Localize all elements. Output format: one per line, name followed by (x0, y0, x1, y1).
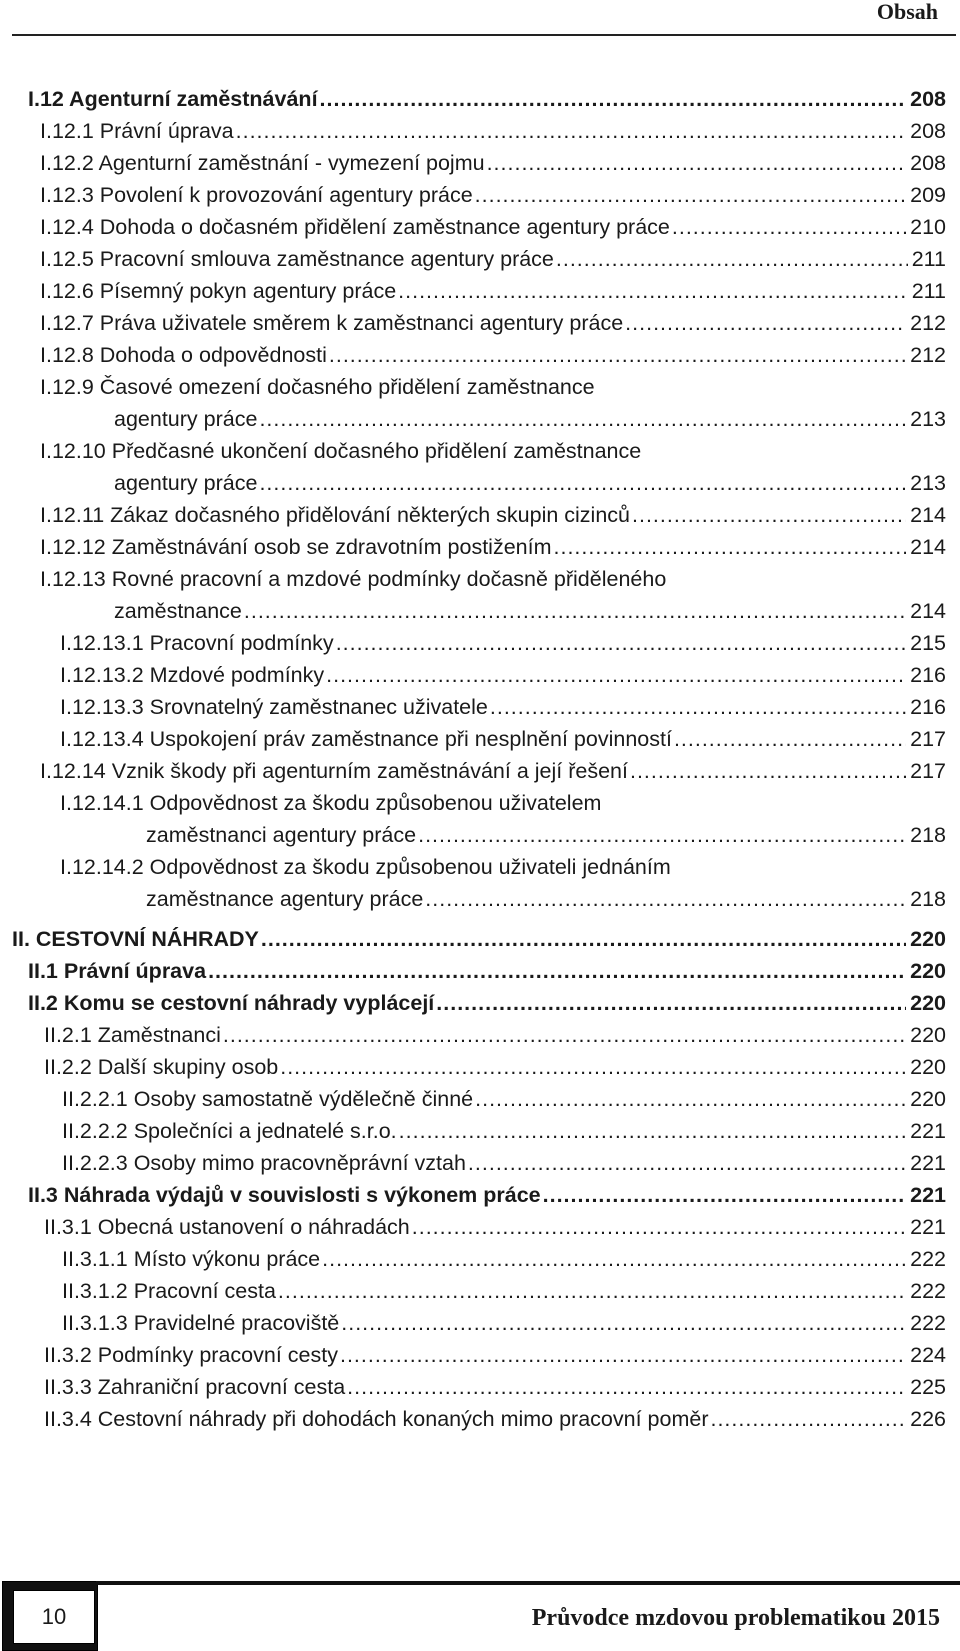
toc-leader-dots (630, 756, 906, 786)
toc-entry-page: 208 (910, 151, 946, 175)
toc-entry-page: 217 (910, 759, 946, 783)
toc-entry[interactable] (44, 1212, 946, 1242)
toc-entry-label: II.2.2.2 Společníci a jednatelé s.r.o. (62, 1119, 397, 1143)
toc-entry[interactable] (62, 1276, 946, 1306)
toc-leader-dots (412, 1212, 906, 1242)
toc-entry-label-line1: I.12.10 Předčasné ukončení dočasného přidělení zaměstnance (40, 439, 642, 463)
toc-leader-dots (322, 1244, 906, 1274)
toc-entry-page: 221 (910, 1215, 946, 1239)
toc-leader-dots (632, 500, 906, 530)
toc-entry-label-cont: zaměstnanci agentury práce (146, 823, 417, 847)
toc-entry-page: 210 (910, 215, 946, 239)
header-rule (12, 34, 956, 36)
toc-entry-label: II.2.2.3 Osoby mimo pracovněprávní vztah (62, 1151, 466, 1175)
toc-entry-label-cont: zaměstnance agentury práce (146, 887, 424, 911)
page-number-box (2, 1581, 98, 1651)
toc-entry-label: II.3.1.1 Místo výkonu práce (62, 1247, 321, 1271)
toc-entry-label: II.3.1.2 Pracovní cesta (62, 1279, 276, 1303)
toc-leader-dots (556, 244, 908, 274)
toc-leader-dots (436, 988, 906, 1018)
toc-entry[interactable] (62, 1148, 946, 1178)
toc-leader-dots (320, 84, 907, 114)
toc-entry-label: II.1 Právní úprava (28, 959, 207, 983)
toc-entry-label-line1: I.12.14.1 Odpovědnost za škodu způsobenou uživatelem (60, 791, 602, 815)
toc-leader-dots (278, 1276, 906, 1306)
page-number-inner (13, 1590, 95, 1644)
toc-leader-dots (674, 724, 906, 754)
toc-entry[interactable] (28, 84, 946, 114)
toc-entry-page: 211 (911, 247, 946, 271)
toc-entry-page: 220 (910, 1087, 946, 1111)
toc-entry-page: 211 (911, 279, 946, 303)
toc-leader-dots (329, 340, 906, 370)
toc-entry-label: I.12.1 Právní úprava (40, 119, 234, 143)
toc-leader-dots (543, 1180, 906, 1210)
toc-entry-label: II.2 Komu se cestovní náhrady vyplácejí (28, 991, 435, 1015)
toc-leader-dots (399, 1116, 906, 1146)
toc-entry-page: 213 (910, 471, 946, 495)
toc-entry-label: II.2.1 Zaměstnanci (44, 1023, 221, 1047)
toc-entry[interactable] (62, 1116, 946, 1146)
toc-entry-page: 218 (910, 823, 946, 847)
toc-entry[interactable] (40, 212, 946, 242)
toc-entry-label: I.12.4 Dohoda o dočasném přidělení zaměstnance agentury práce (40, 215, 670, 239)
toc-entry-label-cont: agentury práce (114, 407, 258, 431)
toc-entry-label: I.12.13.2 Mzdové podmínky (60, 663, 325, 687)
toc-entry-label: II.2.2 Další skupiny osob (44, 1055, 279, 1079)
toc-entry-label: I.12.7 Práva uživatele směrem k zaměstnanci agentury práce (40, 311, 624, 335)
toc-leader-dots (347, 1372, 906, 1402)
toc-leader-dots (625, 308, 906, 338)
toc-entry-page: 220 (910, 927, 946, 951)
toc-entry-label: I.12.2 Agenturní zaměstnání - vymezení pojmu (40, 151, 485, 175)
toc-leader-dots (468, 1148, 906, 1178)
toc-entry-label: II.2.2.1 Osoby samostatně výdělečně činné (62, 1087, 474, 1111)
toc-leader-dots (341, 1308, 906, 1338)
footer-rule (96, 1581, 960, 1585)
toc-leader-dots (490, 692, 906, 722)
toc-entry-label: I.12.5 Pracovní smlouva zaměstnance agentury práce (40, 247, 554, 271)
toc-entry-label: I.12.13.4 Uspokojení práv zaměstnance při nesplnění povinností (60, 727, 672, 751)
toc-entry[interactable] (28, 1180, 946, 1210)
toc-leader-dots (475, 180, 906, 210)
toc-entry-label: II. CESTOVNÍ NÁHRADY (12, 927, 259, 951)
toc-entry[interactable] (146, 884, 946, 914)
toc-leader-dots (244, 596, 906, 626)
toc-entry[interactable] (44, 1340, 946, 1370)
toc-entry-page: 212 (910, 311, 946, 335)
toc-entry-page: 214 (910, 599, 946, 623)
toc-entry-page: 220 (910, 959, 946, 983)
toc-entry[interactable] (40, 756, 946, 786)
toc-entry[interactable] (60, 660, 946, 690)
toc-entry-label: II.3.4 Cestovní náhrady při dohodách konaných mimo pracovní poměr (44, 1407, 709, 1431)
toc-entry-page: 217 (910, 727, 946, 751)
toc-leader-dots (223, 1020, 906, 1050)
toc-leader-dots (336, 628, 906, 658)
toc-entry[interactable] (44, 1052, 946, 1082)
toc-leader-dots (475, 1084, 906, 1114)
toc-entry-page: 218 (910, 887, 946, 911)
toc-entry-page: 221 (910, 1151, 946, 1175)
toc-entry-page: 213 (910, 407, 946, 431)
toc-leader-dots (398, 276, 908, 306)
toc-entry[interactable] (40, 500, 946, 530)
toc-entry[interactable] (62, 1244, 946, 1274)
toc-entry-page: 208 (910, 119, 946, 143)
toc-entry-label-cont: agentury práce (114, 471, 258, 495)
toc-entry-label: I.12.3 Povolení k provozování agentury práce (40, 183, 473, 207)
toc-entry[interactable] (146, 820, 946, 850)
toc-entry[interactable] (114, 468, 946, 498)
toc-entry[interactable] (114, 404, 946, 434)
toc-leader-dots (487, 148, 907, 178)
toc-entry-label-line1: I.12.13 Rovné pracovní a mzdové podmínky dočasně přiděleného (40, 567, 667, 591)
toc-entry[interactable] (40, 148, 946, 178)
toc-entry-page: 220 (910, 1055, 946, 1079)
toc-leader-dots (236, 116, 907, 146)
toc-entry[interactable] (40, 532, 946, 562)
toc-entry-page: 215 (910, 631, 946, 655)
toc-leader-dots (418, 820, 906, 850)
toc-entry-page: 222 (910, 1279, 946, 1303)
toc-entry-label: I.12.8 Dohoda o odpovědnosti (40, 343, 327, 367)
toc-leader-dots (208, 956, 906, 986)
toc-entry-label: I.12 Agenturní zaměstnávání (28, 87, 318, 111)
toc-entry[interactable] (28, 988, 946, 1018)
toc-entry-label-line1: I.12.9 Časové omezení dočasného přidělení zaměstnance (40, 375, 595, 399)
toc-entry-label: I.12.13.3 Srovnatelný zaměstnanec uživatele (60, 695, 488, 719)
toc-entry[interactable] (40, 276, 946, 306)
toc-entry-page: 221 (910, 1119, 946, 1143)
toc-entry-page: 212 (910, 343, 946, 367)
toc-entry-page: 220 (910, 1023, 946, 1047)
toc-entry[interactable] (40, 180, 946, 210)
toc-entry[interactable] (44, 1020, 946, 1050)
toc-leader-dots (261, 924, 906, 954)
toc-entry-page: 209 (910, 183, 946, 207)
toc-entry-page: 214 (910, 503, 946, 527)
toc-leader-dots (340, 1340, 906, 1370)
toc-entry-page: 214 (910, 535, 946, 559)
toc-entry-label: I.12.13.1 Pracovní podmínky (60, 631, 334, 655)
page-footer (0, 1581, 960, 1649)
toc-leader-dots (259, 404, 906, 434)
toc-leader-dots (326, 660, 906, 690)
toc-entry-label-cont: zaměstnance (114, 599, 242, 623)
toc-leader-dots (672, 212, 906, 242)
toc-entry-page: 221 (910, 1183, 946, 1207)
book-title: Průvodce mzdovou problematikou 2015 (531, 1605, 940, 1631)
toc-entry-page: 220 (910, 991, 946, 1015)
toc-entry-label: I.12.14 Vznik škody při agenturním zaměstnávání a její řešení (40, 759, 628, 783)
toc-leader-dots (280, 1052, 906, 1082)
toc-entry[interactable] (60, 692, 946, 722)
toc-entry-page: 216 (910, 663, 946, 687)
toc-entry-page: 222 (910, 1311, 946, 1335)
running-header: Obsah (876, 0, 938, 24)
toc-entry-label: II.3.1.3 Pravidelné pracoviště (62, 1311, 340, 1335)
toc-entry[interactable] (40, 244, 946, 274)
toc-entry[interactable] (40, 116, 946, 146)
toc-entry-label: II.3.2 Podmínky pracovní cesty (44, 1343, 338, 1367)
toc-entry-label: I.12.6 Písemný pokyn agentury práce (40, 279, 397, 303)
toc-entry-page: 216 (910, 695, 946, 719)
toc-entry-page: 226 (910, 1407, 946, 1431)
toc-entry[interactable] (40, 340, 946, 370)
toc-entry[interactable] (44, 1372, 946, 1402)
toc-entry-page: 222 (910, 1247, 946, 1271)
toc-entry-label: I.12.12 Zaměstnávání osob se zdravotním postižením (40, 535, 552, 559)
toc-leader-dots (259, 468, 906, 498)
toc-entry[interactable] (12, 924, 946, 954)
toc-entry-label: II.3.1 Obecná ustanovení o náhradách (44, 1215, 410, 1239)
toc-entry[interactable] (60, 724, 946, 754)
toc-entry-page: 208 (910, 87, 946, 111)
toc-entry[interactable] (40, 308, 946, 338)
toc-entry-label: II.3.3 Zahraniční pracovní cesta (44, 1375, 346, 1399)
toc-entry-label: I.12.11 Zákaz dočasného přidělování některých skupin cizinců (40, 503, 631, 527)
toc-entry[interactable] (62, 1308, 946, 1338)
toc-entry-page: 224 (910, 1343, 946, 1367)
toc-entry[interactable] (62, 1084, 946, 1114)
toc-leader-dots (425, 884, 906, 914)
toc-entry[interactable] (44, 1404, 946, 1434)
toc-entry-label: II.3 Náhrada výdajů v souvislosti s výkonem práce (28, 1183, 541, 1207)
toc-entry[interactable] (114, 596, 946, 626)
toc-entry[interactable] (60, 628, 946, 658)
toc-entry[interactable] (28, 956, 946, 986)
page-number: 10 (41, 1604, 67, 1629)
toc-entry-label-line1: I.12.14.2 Odpovědnost za škodu způsobenou uživateli jednáním (60, 855, 671, 879)
toc-entry-page: 225 (910, 1375, 946, 1399)
toc-leader-dots (554, 532, 907, 562)
toc-leader-dots (710, 1404, 906, 1434)
